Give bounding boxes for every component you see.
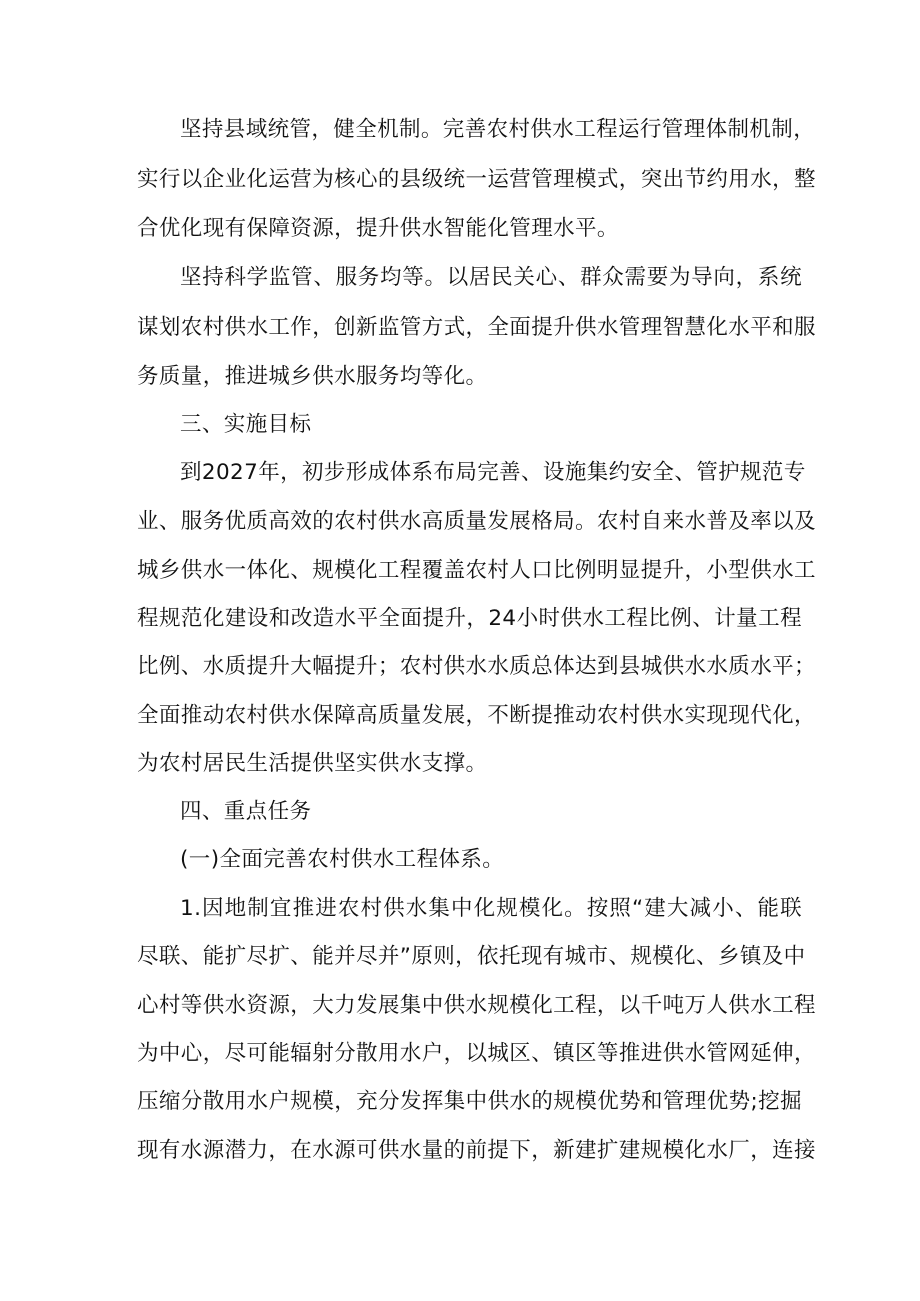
paragraph-line: 谋划农村供水工作，创新监管方式，全面提升供水管理智慧化水平和服 bbox=[137, 315, 816, 340]
paragraph-line: 比例、水质提升大幅提升；农村供水水质总体达到县城供水水质水平； bbox=[137, 654, 816, 679]
paragraph-line: 1.因地制宜推进农村供水集中化规模化。按照“建大减小、能联 bbox=[180, 896, 802, 921]
paragraph-line: 业、服务优质高效的农村供水高质量发展格局。农村自来水普及率以及 bbox=[137, 509, 816, 534]
paragraph-line: 城乡供水一体化、规模化工程覆盖农村人口比例明显提升，小型供水工 bbox=[137, 558, 816, 583]
paragraph-line: 压缩分散用水户规模，充分发挥集中供水的规模优势和管理优势;挖掘 bbox=[137, 1089, 802, 1114]
paragraph-line: 为中心，尽可能辐射分散用水户，以城区、镇区等推进供水管网延伸， bbox=[137, 1041, 816, 1066]
section-heading: 四、重点任务 bbox=[180, 799, 312, 824]
paragraph-line: 合优化现有保障资源，提升供水智能化管理水平。 bbox=[137, 216, 619, 241]
paragraph-line: 心村等供水资源，大力发展集中供水规模化工程，以千吨万人供水工程 bbox=[137, 993, 816, 1018]
paragraph-line: 坚持科学监管、服务均等。以居民关心、群众需要为导向，系统 bbox=[180, 265, 802, 290]
paragraph-line: 坚持县域统管，健全机制。完善农村供水工程运行管理体制机制， bbox=[180, 117, 816, 142]
paragraph-line: 为农村居民生活提供坚实供水支撑。 bbox=[137, 751, 488, 776]
section-heading: 三、实施目标 bbox=[180, 412, 312, 437]
paragraph-line: 程规范化建设和改造水平全面提升，24小时供水工程比例、计量工程 bbox=[137, 606, 802, 631]
paragraph-line: 尽联、能扩尽扩、能并尽并”原则，依托现有城市、规模化、乡镇及中 bbox=[137, 944, 806, 969]
subsection-heading: (一)全面完善农村供水工程体系。 bbox=[180, 847, 505, 872]
paragraph-line: 全面推动农村供水保障高质量发展，不断提推动农村供水实现现代化， bbox=[137, 703, 816, 728]
paragraph-line: 现有水源潜力，在水源可供水量的前提下，新建扩建规模化水厂，连接 bbox=[137, 1138, 816, 1163]
paragraph-line: 实行以企业化运营为核心的县级统一运营管理模式，突出节约用水，整 bbox=[137, 167, 816, 192]
paragraph-line: 到2027年，初步形成体系布局完善、设施集约安全、管护规范专 bbox=[180, 460, 806, 485]
paragraph-line: 务质量，推进城乡供水服务均等化。 bbox=[137, 364, 488, 389]
